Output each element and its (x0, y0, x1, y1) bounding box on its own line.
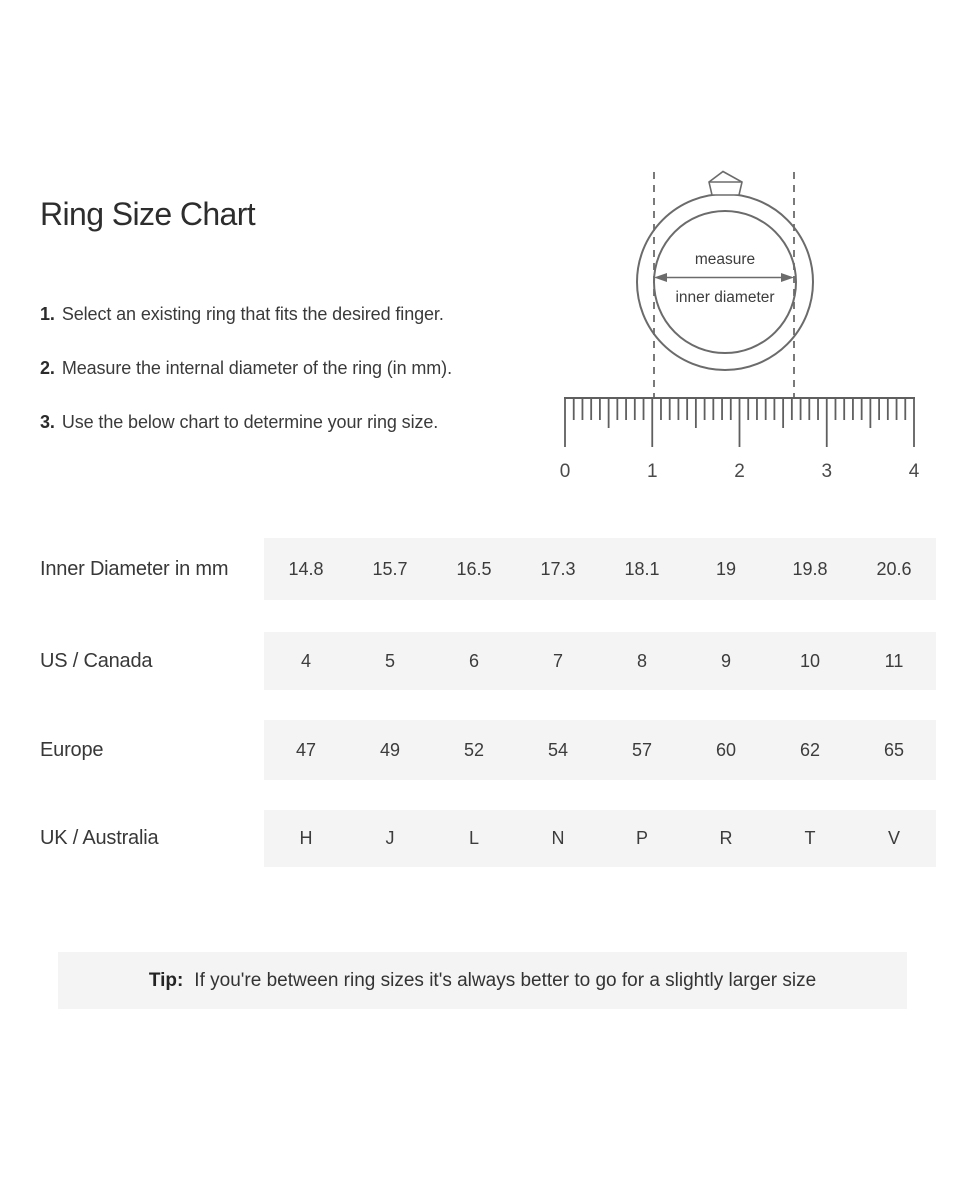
ring-measurement-diagram (540, 150, 953, 490)
table-cell: 19.8 (792, 558, 828, 579)
row-label: Inner Diameter in mm (40, 557, 229, 580)
table-cell: 14.8 (288, 558, 324, 579)
row-values (264, 632, 936, 690)
arrowhead-right-icon (781, 273, 794, 282)
tip-label: Tip: (148, 969, 184, 991)
table-cell: 5 (384, 650, 395, 671)
table-cell: 65 (883, 739, 905, 760)
instruction-step-2 (40, 357, 452, 379)
table-cell: 16.5 (456, 558, 492, 579)
table-cell: J (385, 828, 395, 848)
step-text: Select an existing ring that fits the desired finger. (61, 304, 444, 324)
table-row-inner-diameter (0, 538, 953, 600)
table-row-uk-australia (0, 810, 953, 867)
row-label: US / Canada (40, 649, 153, 672)
instruction-step-1 (40, 303, 444, 325)
svg-text:0: 0 (559, 461, 571, 482)
table-cell: 10 (799, 650, 821, 671)
row-values (264, 720, 936, 780)
svg-text:1: 1 (646, 461, 658, 482)
table-row-us-canada (0, 632, 953, 690)
step-text: Use the below chart to determine your ring size. (61, 412, 439, 432)
row-values (264, 810, 936, 867)
row-values (264, 538, 936, 600)
step-number: 2. (40, 358, 55, 378)
table-cell: 20.6 (876, 558, 912, 579)
table-cell: P (635, 828, 648, 848)
table-cell: 15.7 (372, 558, 408, 579)
ring-outer-circle (637, 194, 813, 370)
ring-inner-circle (654, 211, 796, 353)
step-number: 1. (40, 304, 55, 324)
svg-text:3: 3 (821, 461, 833, 482)
inner-diameter-label: inner diameter (675, 289, 775, 306)
ring-gem-icon (709, 172, 742, 196)
table-cell: 11 (884, 650, 904, 671)
step-text: Measure the internal diameter of the ring (in mm). (61, 358, 452, 378)
table-cell: 8 (636, 650, 647, 671)
table-cell: 18.1 (624, 558, 660, 579)
table-cell: N (551, 828, 565, 848)
table-cell: H (299, 828, 313, 848)
table-cell: R (719, 828, 733, 848)
table-cell: 52 (463, 739, 485, 760)
table-cell: 9 (720, 650, 731, 671)
table-cell: 4 (300, 650, 311, 671)
arrowhead-left-icon (654, 273, 667, 282)
table-row-europe (0, 720, 953, 780)
table-cell: 49 (379, 739, 401, 760)
ruler-tick-labels (560, 461, 920, 482)
table-cell: 17.3 (540, 558, 576, 579)
ruler-ticks (565, 398, 914, 447)
step-number: 3. (40, 412, 55, 432)
page-title: Ring Size Chart (40, 196, 256, 232)
instruction-step-3 (40, 411, 438, 433)
svg-text:2: 2 (734, 461, 745, 482)
table-cell: 7 (552, 650, 563, 671)
table-cell: 57 (631, 739, 653, 760)
tip-text: If you're between ring sizes it's always better to go for a slightly larger size (194, 969, 817, 991)
row-label: Europe (40, 738, 104, 761)
table-cell: 60 (715, 739, 737, 760)
row-label: UK / Australia (40, 827, 159, 849)
table-cell: L (468, 828, 479, 848)
measure-label: measure (694, 251, 756, 268)
table-cell: 54 (547, 739, 569, 760)
table-cell: 62 (799, 739, 821, 760)
tip-box (58, 952, 907, 1009)
table-cell: T (804, 828, 816, 848)
table-cell: 19 (715, 558, 737, 579)
table-cell: 47 (295, 739, 317, 760)
table-cell: 6 (468, 650, 479, 671)
table-cell: V (887, 828, 900, 848)
svg-text:4: 4 (908, 461, 920, 482)
